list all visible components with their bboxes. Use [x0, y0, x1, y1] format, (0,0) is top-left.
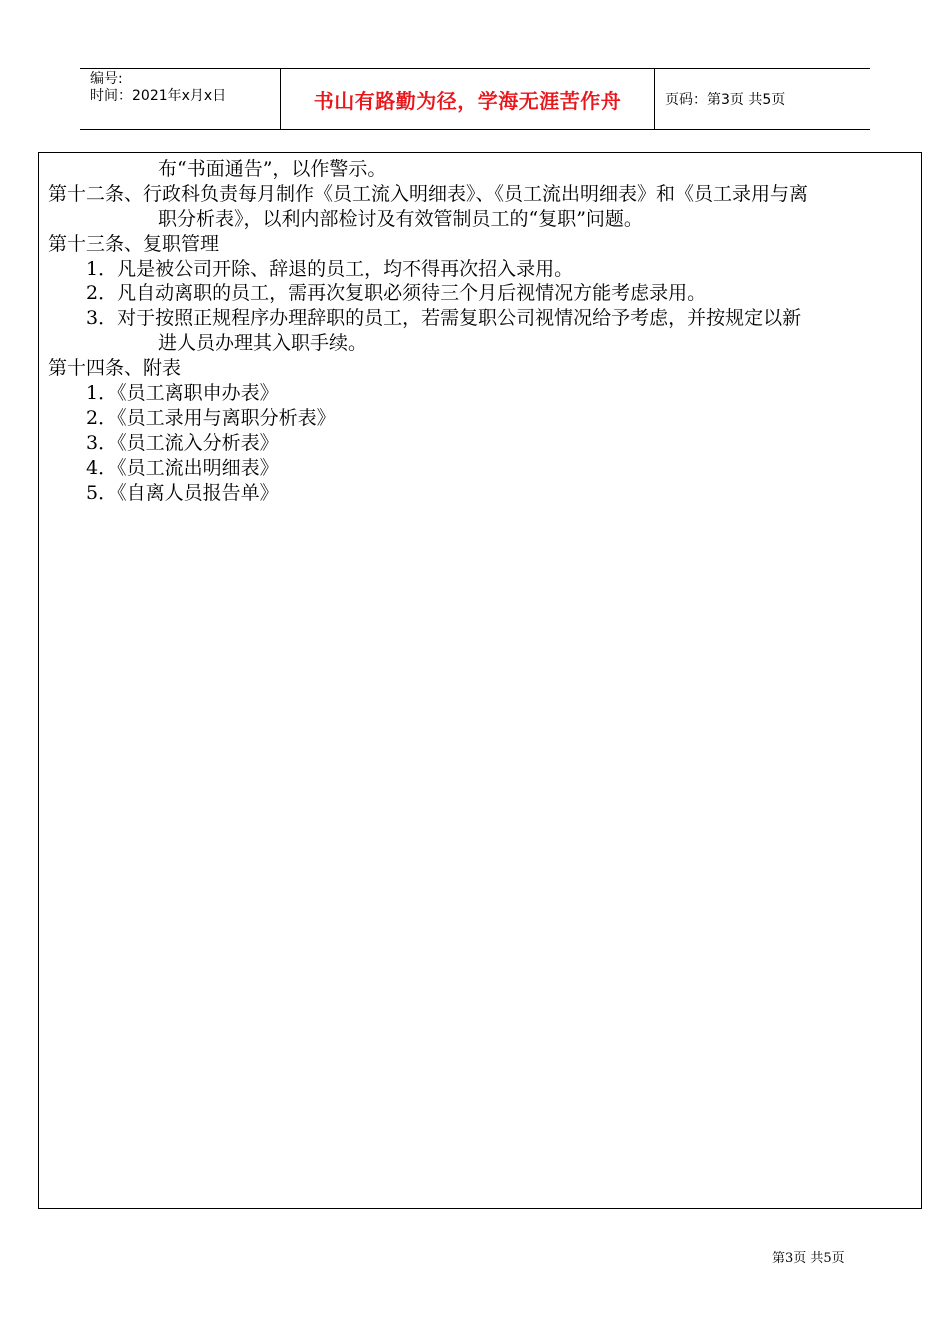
list-item: 3．对于按照正规程序办理辞职的员工，若需复职公司视情况给予考虑，并按规定以新 [86, 307, 802, 329]
page-header [80, 68, 870, 130]
document-time-label: 时间：2021年x月x日 [90, 88, 227, 104]
list-item: 1．《员工离职申办表》 [86, 382, 279, 404]
list-item: 3．《员工流入分析表》 [86, 432, 279, 454]
article-12-line: 第十二条、行政科负责每月制作《员工流入明细表》、《员工流出明细表》和《员工录用与离 [48, 183, 809, 205]
article-13-heading: 第十三条、复职管理 [48, 233, 220, 255]
page-footer: 第3页 共5页 [772, 1251, 845, 1266]
list-item: 2．《员工录用与离职分析表》 [86, 407, 336, 429]
header-page-info: 页码：第3页 共5页 [665, 92, 786, 108]
header-motto: 书山有路勤为径，学海无涯苦作舟 [281, 69, 655, 129]
list-item: 1．凡是被公司开除、辞退的员工，均不得再次招入录用。 [86, 258, 574, 280]
list-item: 4．《员工流出明细表》 [86, 457, 279, 479]
text-line: 职分析表》，以利内部检讨及有效管制员工的“复职”问题。 [158, 208, 643, 230]
content-box [38, 152, 922, 1209]
article-14-heading: 第十四条、附表 [48, 357, 182, 379]
list-item: 5．《自离人员报告单》 [86, 482, 279, 504]
document-number-label: 编号: [90, 71, 123, 87]
text-line: 进人员办理其入职手续。 [158, 332, 368, 354]
header-meta [80, 69, 281, 129]
list-item: 2．凡自动离职的员工，需再次复职必须待三个月后视情况方能考虑录用。 [86, 282, 707, 304]
text-line: 布“书面通告”，以作警示。 [158, 158, 387, 180]
